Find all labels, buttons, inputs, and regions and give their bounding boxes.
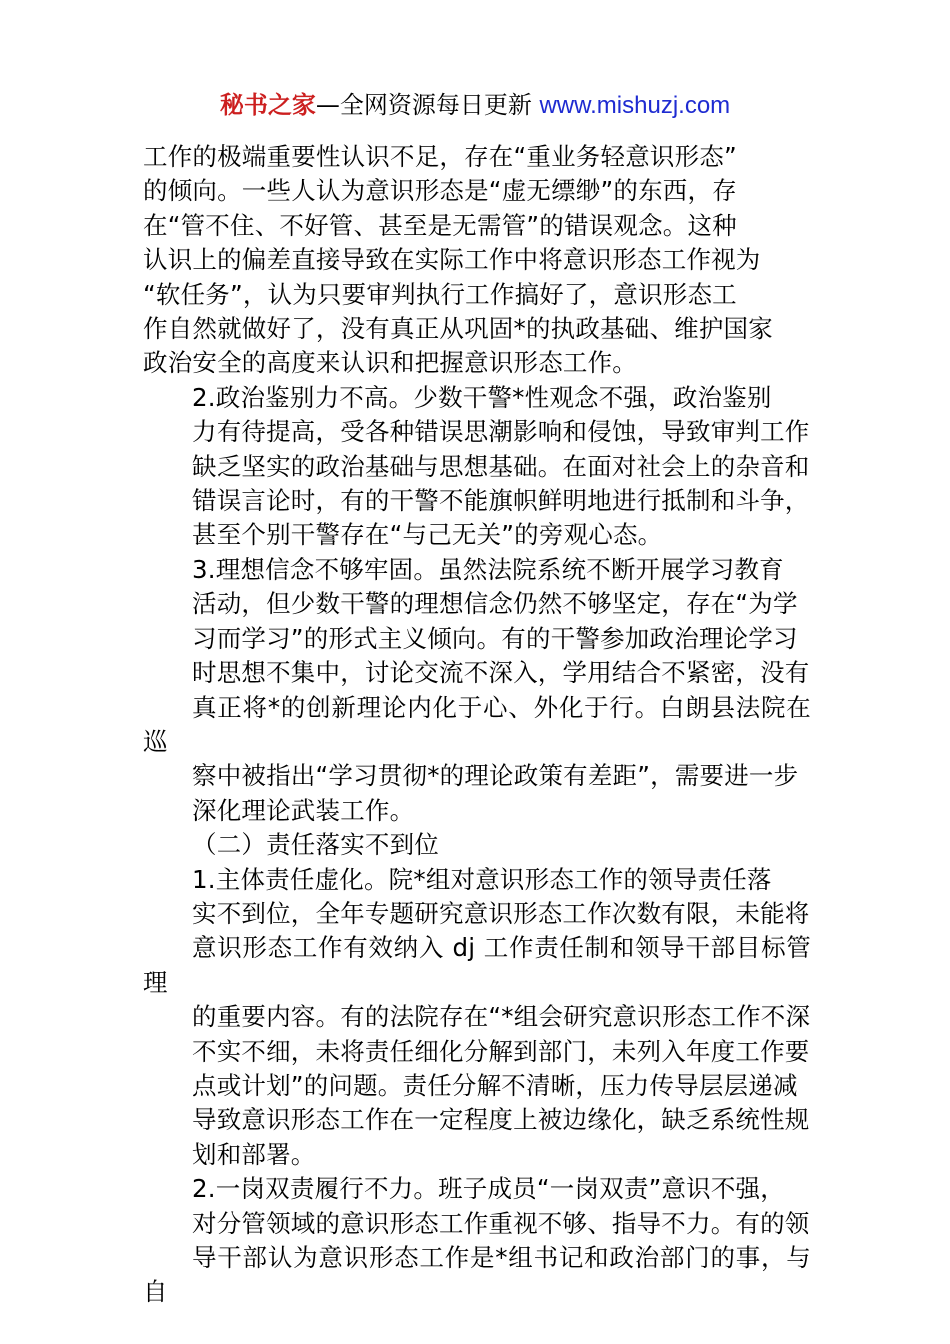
text-line: 作自然就做好了，没有真正从巩固*的执政基础、维护国家 (143, 314, 773, 344)
text-line: 缺乏坚实的政治基础与思想基础。在面对社会上的杂音和 (192, 451, 810, 481)
document-body (143, 140, 811, 1310)
text-line: 划和部署。 (192, 1139, 316, 1169)
text-line: 察中被指出“学习贯彻*的理论政策有差距”，需要进一步 (192, 761, 799, 791)
text-line: 实不到位，全年专题研究意识形态工作次数有限，未能将 (192, 898, 810, 928)
text-line: 深化理论武装工作。 (192, 795, 415, 825)
text-line: 2.一岗双责履行不力。班子成员“一岗双责”意识不强， (192, 1174, 785, 1204)
text-line: “软任务”，认为只要审判执行工作搞好了，意识形态工 (143, 279, 737, 309)
text-line: 点或计划”的问题。责任分解不清晰，压力传导层层递减 (192, 1070, 798, 1100)
site-brand: 秘书之家 (219, 91, 316, 119)
text-line: 3.理想信念不够牢固。虽然法院系统不断开展学习教育 (192, 554, 784, 584)
text-line: 在“管不住、不好管、甚至是无需管”的错误观念。这种 (143, 210, 737, 240)
text-line: 错误言论时，有的干警不能旗帜鲜明地进行抵制和斗争， (192, 486, 810, 516)
text-line: 时思想不集中，讨论交流不深入，学用结合不紧密，没有 (192, 658, 810, 688)
text-line: 1.主体责任虚化。院*组对意识形态工作的领导责任落 (192, 864, 772, 894)
section-heading (143, 828, 811, 862)
site-tagline: —全网资源每日更新 (315, 91, 532, 119)
text-line: 导致意识形态工作在一定程度上被边缘化，缺乏系统性规 (192, 1105, 810, 1135)
text-line: 导干部认为意识形态工作是*组书记和政治部门的事，与自 (143, 1243, 811, 1307)
text-line: 认识上的偏差直接导致在实际工作中将意识形态工作视为 (143, 245, 761, 275)
heading-text: （二）责任落实不到位 (192, 830, 439, 860)
text-line: 工作的极端重要性认识不足，存在“重业务轻意识形态” (143, 142, 737, 171)
text-line: 真正将*的创新理论内化于心、外化于行。白朗县法院在巡 (143, 692, 811, 756)
text-line: 习而学习”的形式主义倾向。有的干警参加政治理论学习 (192, 623, 798, 653)
text-line: 2.政治鉴别力不高。少数干警*性观念不强，政治鉴别 (192, 382, 772, 412)
paragraph-continuation (143, 140, 811, 381)
paragraph-political-discernment (143, 381, 811, 553)
text-line: 对分管领域的意识形态工作重视不够、指导不力。有的领 (192, 1208, 810, 1238)
text-line: 意识形态工作有效纳入 dj 工作责任制和领导干部目标管理 (143, 933, 811, 997)
text-line: 力有待提高，受各种错误思潮影响和侵蚀，导致审判工作 (192, 417, 810, 447)
site-header (0, 88, 950, 123)
text-line: 活动，但少数干警的理想信念仍然不够坚定，存在“为学 (192, 589, 798, 619)
text-line: 甚至个别干警存在“与己无关”的旁观心态。 (192, 520, 663, 550)
text-line: 的重要内容。有的法院存在“*组会研究意识形态工作不深 (192, 1002, 811, 1032)
paragraph-main-responsibility (143, 863, 811, 1173)
text-line: 不实不细，未将责任细化分解到部门，未列入年度工作要 (192, 1036, 810, 1066)
text-line: 政治安全的高度来认识和把握意识形态工作。 (143, 348, 637, 378)
paragraph-dual-duty (143, 1172, 811, 1310)
site-url[interactable]: www.mishuzj.com (539, 92, 731, 119)
paragraph-ideals-beliefs (143, 553, 811, 828)
text-line: 的倾向。一些人认为意识形态是“虚无缥缈”的东西，存 (143, 176, 737, 206)
